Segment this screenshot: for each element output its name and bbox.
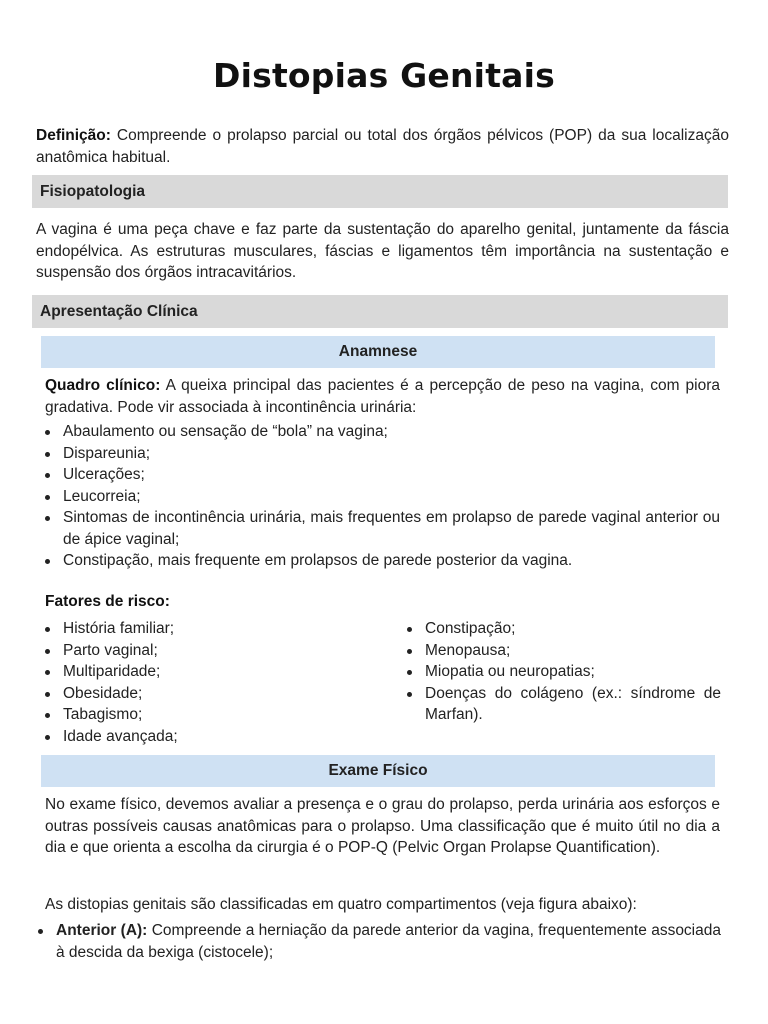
quadro-clinico-paragraph — [45, 375, 720, 418]
list-item: Tabagismo; — [45, 704, 375, 726]
quadro-clinico-text: A queixa principal das pacientes é a percepção de peso na vagina, com piora gradativa. Pode vir associada à incontinência urinária: — [45, 377, 720, 416]
exame-fisico-paragraph: No exame físico, devemos avaliar a presença e o grau do prolapso, perda urinária aos esforços e outras possíveis causas anatômicas para o prolapso. Uma classificação que é muito útil no dia a dia e que orienta a escolha da cirurgia é o POP-Q (Pelvic Organ Prolapse Quantification). — [45, 796, 720, 856]
list-item: Abaulamento ou sensação de “bola” na vagina; — [45, 421, 720, 443]
list-item: Constipação, mais frequente em prolapsos de parede posterior da vagina. — [45, 550, 720, 572]
list-item: Multiparidade; — [45, 661, 375, 683]
list-item: Parto vaginal; — [45, 640, 375, 662]
page-title: Distopias Genitais — [213, 56, 555, 95]
definition-paragraph — [36, 125, 729, 168]
section-fisiopatologia-heading: Fisiopatologia — [32, 175, 728, 208]
list-item — [38, 920, 721, 963]
subsection-anamnese-heading: Anamnese — [41, 336, 715, 368]
section-apresentacao-heading: Apresentação Clínica — [32, 295, 728, 328]
quadro-clinico-label: Quadro clínico: — [45, 377, 161, 394]
compartimento-label: Anterior (A): — [56, 922, 148, 939]
list-item: Doenças do colágeno (ex.: síndrome de Marfan). — [407, 683, 721, 726]
compartimentos-intro: As distopias genitais são classificadas em quatro compartimentos (veja figura abaixo): — [45, 896, 637, 913]
list-item: Sintomas de incontinência urinária, mais frequentes em prolapso de parede vaginal anterior ou de ápice vaginal; — [45, 507, 720, 550]
fatores-risco-label: Fatores de risco: — [45, 593, 170, 610]
fatores-risco-list-col2 — [407, 618, 721, 726]
list-item: Menopausa; — [407, 640, 721, 662]
list-item: Leucorreia; — [45, 486, 720, 508]
sintomas-list — [45, 421, 720, 572]
fatores-risco-list-col1 — [45, 618, 375, 747]
definition-label: Definição: — [36, 127, 111, 144]
list-item: Obesidade; — [45, 683, 375, 705]
list-item: Constipação; — [407, 618, 721, 640]
list-item: Dispareunia; — [45, 443, 720, 465]
definition-text: Compreende o prolapso parcial ou total dos órgãos pélvicos (POP) da sua localização anatômica habitual. — [36, 127, 729, 166]
compartimento-text: Compreende a herniação da parede anterior da vagina, frequentemente associada à descida da bexiga (cistocele); — [56, 922, 721, 961]
list-item: Idade avançada; — [45, 726, 375, 748]
compartimentos-list — [38, 920, 721, 963]
list-item: Ulcerações; — [45, 464, 720, 486]
list-item: Miopatia ou neuropatias; — [407, 661, 721, 683]
subsection-exame-fisico-heading: Exame Físico — [41, 755, 715, 787]
list-item: História familiar; — [45, 618, 375, 640]
fisiopatologia-paragraph: A vagina é uma peça chave e faz parte da sustentação do aparelho genital, juntamente da fáscia endopélvica. As estruturas musculares, fáscias e ligamentos têm importância na sustentação e suspensão dos órgãos intracavitários. — [36, 221, 729, 281]
